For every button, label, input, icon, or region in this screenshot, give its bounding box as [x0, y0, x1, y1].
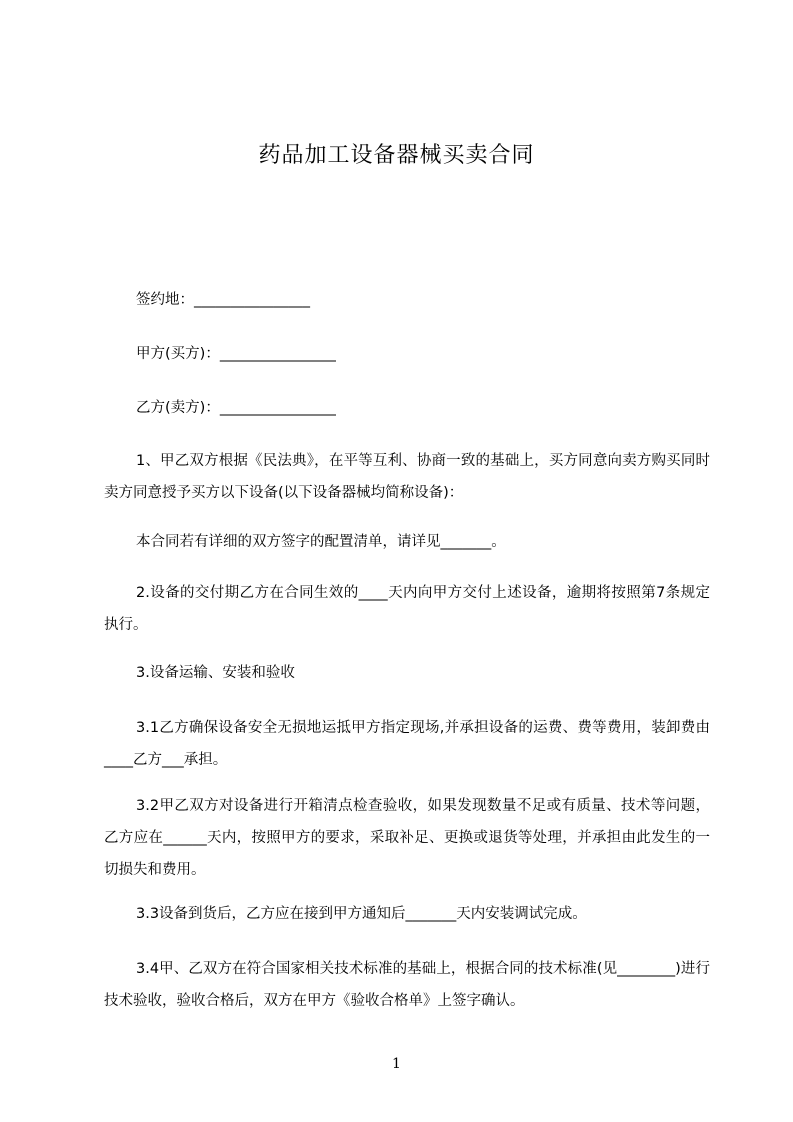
party-a-field: 甲方(买方)：________________ — [136, 346, 336, 362]
clause-3-2: 3.2甲乙双方对设备进行开箱清点检查验收，如果发现数量不足或有质量、技术等问题，乙方应在______天内，按照甲方的要求，采取补足、更换或退货等处理，并承担由此发生的一切损失和费用。 — [104, 798, 710, 878]
clause-1: 1、甲乙双方根据《民法典》，在平等互利、协商一致的基础上，买方同意向卖方购买同时卖方同意授予买方以下设备(以下设备器械均简称设备)： — [104, 453, 710, 501]
clause-3-1: 3.1乙方确保设备安全无损地运抵甲方指定现场,并承担设备的运费、费等费用，装卸费由____乙方___承担。 — [104, 720, 710, 768]
document-title: 药品加工设备器械买卖合同 — [258, 143, 535, 168]
signing-place-field: 签约地：________________ — [136, 292, 310, 308]
config-list-note: 本合同若有详细的双方签字的配置清单，请详见_______。 — [136, 534, 506, 550]
party-b-field: 乙方(卖方)：________________ — [136, 400, 336, 416]
clause-2: 2.设备的交付期乙方在合同生效的____天内向甲方交付上述设备，逾期将按照第7条规定执行。 — [104, 585, 710, 633]
clause-3-4: 3.4甲、乙双方在符合国家相关技术标准的基础上，根据合同的技术标准(见________)进行技术验收，验收合格后，双方在甲方《验收合格单》上签字确认。 — [104, 961, 710, 1009]
clause-3-heading: 3.设备运输、安装和验收 — [136, 665, 295, 681]
clause-3-3: 3.3设备到货后，乙方应在接到甲方通知后_______天内安装调试完成。 — [136, 906, 587, 922]
page-number: 1 — [392, 1056, 401, 1072]
